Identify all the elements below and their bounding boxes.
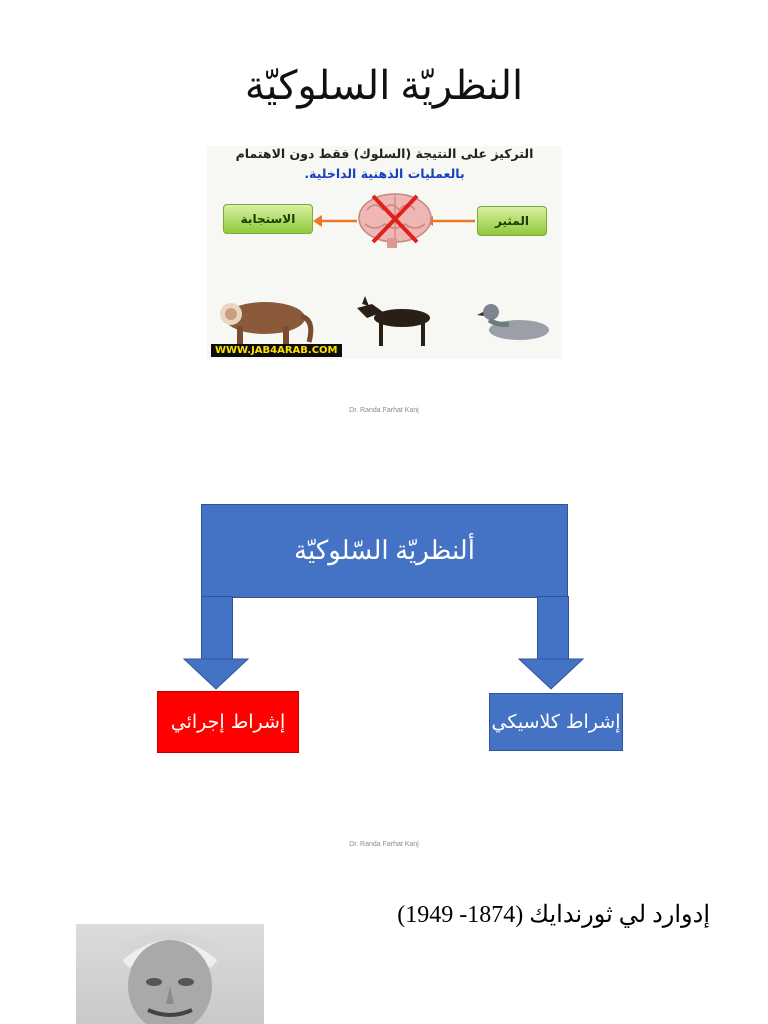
illustration-caption-2: بالعمليات الذهنية الداخلية. <box>304 166 465 181</box>
right-arrowhead <box>518 658 584 690</box>
illustration-caption-1: التركيز على النتيجة (السلوك) فقط دون الاهتمام <box>235 146 534 161</box>
behaviorism-main-box: ألنظريّة السّلوكيّة <box>201 504 568 598</box>
slide-title: النظريّة السلوكيّة <box>244 63 524 108</box>
operant-conditioning-box: إشراط إجرائي <box>157 691 299 753</box>
response-box: الاستجابة <box>223 204 313 234</box>
slide-behaviorism-title <box>0 0 768 440</box>
pigeon-icon <box>477 304 549 340</box>
slide-footer: Dr. Randa Farhat Kanj <box>349 841 419 848</box>
portrait-graphic <box>76 924 264 1024</box>
thorndike-caption: إدوارد لي ثورندايك (1874- 1949) <box>397 902 710 928</box>
arrow-left-segment <box>313 215 357 227</box>
stimulus-box: المثير <box>477 206 547 236</box>
monkey-icon <box>220 302 311 344</box>
right-connector <box>537 596 569 662</box>
dog-icon <box>357 296 430 346</box>
behaviorism-illustration <box>207 146 562 359</box>
slide-thorndike <box>0 860 768 1024</box>
arrow-right-segment <box>425 216 475 226</box>
website-watermark: WWW.JAB4ARAB.COM <box>211 344 342 357</box>
left-arrowhead <box>183 658 249 690</box>
left-connector <box>201 596 233 662</box>
illustration-graphics <box>207 146 562 359</box>
slide-footer: Dr. Randa Farhat Kanj <box>349 407 419 414</box>
slide-behaviorism-diagram <box>0 440 768 860</box>
classical-conditioning-box: إشراط كلاسيكي <box>489 693 623 751</box>
portrait-photo <box>76 924 264 1024</box>
